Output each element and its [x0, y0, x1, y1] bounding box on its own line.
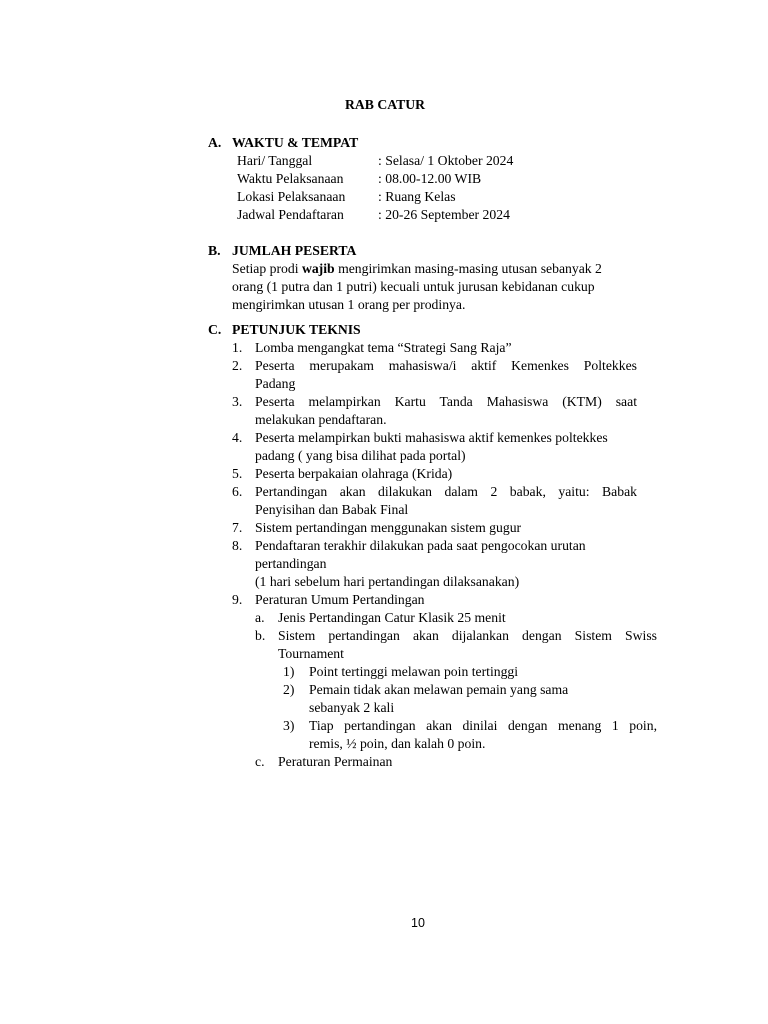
list-item-text: melakukan pendaftaran. [255, 412, 387, 427]
section-b-heading [208, 242, 356, 260]
info-label: Lokasi Pelaksanaan [237, 189, 346, 204]
section-c-title: PETUNJUK TEKNIS [232, 322, 361, 337]
list-item-text: pertandingan [255, 556, 327, 571]
list-item-text: Sistem pertandingan akan dijalankan dengan Sistem Swiss [278, 628, 657, 643]
list-item-text: Pertandingan akan dilakukan dalam 2 babak, yaitu: Babak [255, 484, 637, 499]
paragraph-line [232, 260, 660, 278]
list-number: 5. [232, 466, 243, 481]
section-b-title: JUMLAH PESERTA [232, 243, 357, 258]
paragraph-line: mengirimkan utusan 1 orang per prodinya. [232, 297, 466, 312]
list-item-text: Sistem pertandingan menggunakan sistem gugur [255, 520, 522, 535]
list-number: 1) [283, 664, 295, 679]
list-item [232, 537, 768, 591]
list-number: 9. [232, 592, 243, 607]
list-item [232, 357, 768, 393]
list-number: 7. [232, 520, 243, 535]
sub-list-item [255, 609, 768, 627]
info-row-jadwal [237, 206, 510, 224]
info-label: Waktu Pelaksanaan [237, 171, 344, 186]
section-a-title: WAKTU & TEMPAT [232, 135, 359, 150]
section-a-heading [208, 134, 358, 152]
list-number: b. [255, 628, 266, 643]
list-item [232, 429, 768, 465]
sub-list-item [255, 753, 768, 771]
info-row-waktu [237, 170, 481, 188]
section-b-paragraph [232, 260, 660, 314]
list-number: 2) [283, 682, 295, 697]
section-c-letter: C. [208, 322, 222, 337]
list-number: a. [255, 610, 265, 625]
list-item-text: Tiap pertandingan akan dinilai dengan menang 1 poin, [309, 718, 657, 733]
list-number: 4. [232, 430, 243, 445]
list-number: 2. [232, 358, 243, 373]
info-value: : 20-26 September 2024 [378, 207, 510, 222]
info-value: : Selasa/ 1 Oktober 2024 [378, 153, 514, 168]
list-item [232, 483, 768, 519]
list-item-text: Peserta melampirkan Kartu Tanda Mahasiswa (KTM) saat [255, 394, 637, 409]
list-item-text: padang ( yang bisa dilihat pada portal) [255, 448, 466, 463]
list-item [232, 465, 768, 483]
info-row-lokasi [237, 188, 456, 206]
info-value: : Ruang Kelas [378, 189, 456, 204]
list-item-text: Point tertinggi melawan poin tertinggi [309, 664, 519, 679]
info-label: Jadwal Pendaftaran [237, 207, 344, 222]
sub-sub-list-item [283, 717, 768, 753]
list-item-text: Jenis Pertandingan Catur Klasik 25 menit [278, 610, 506, 625]
list-item-text: (1 hari sebelum hari pertandingan dilaksanakan) [255, 574, 520, 589]
paragraph-text: Setiap prodi [232, 261, 302, 276]
list-number: c. [255, 754, 265, 769]
info-row-hari [237, 152, 513, 170]
list-item [232, 339, 768, 357]
list-item-text: Pemain tidak akan melawan pemain yang sama [309, 682, 569, 697]
list-item-text: Lomba mengangkat tema “Strategi Sang Raja” [255, 340, 512, 355]
list-number: 3) [283, 718, 295, 733]
paragraph-text: mengirimkan masing-masing utusan sebanyak 2 [334, 261, 602, 276]
list-item [232, 519, 768, 537]
list-item-text: Pendaftaran terakhir dilakukan pada saat pengocokan urutan [255, 538, 586, 553]
list-number: 8. [232, 538, 243, 553]
section-a-letter: A. [208, 135, 222, 150]
emphasis-text: wajib [301, 261, 335, 276]
sub-list-item [255, 627, 768, 663]
list-item-text: remis, ½ poin, dan kalah 0 poin. [309, 736, 486, 751]
list-number: 1. [232, 340, 243, 355]
list-item-text: Peraturan Permainan [278, 754, 393, 769]
list-item-text: Peraturan Umum Pertandingan [255, 592, 425, 607]
list-item-text: Penyisihan dan Babak Final [255, 502, 409, 517]
list-item-text: Peserta melampirkan bukti mahasiswa aktif kemenkes poltekkes [255, 430, 608, 445]
list-number: 3. [232, 394, 243, 409]
paragraph-line: orang (1 putra dan 1 putri) kecuali untuk jurusan kebidanan cukup [232, 279, 595, 294]
list-item [232, 591, 768, 609]
list-item-text: Tournament [278, 646, 344, 661]
list-item-text: Peserta merupakam mahasiswa/i aktif Kemenkes Poltekkes [255, 358, 637, 373]
list-number: 6. [232, 484, 243, 499]
info-value: : 08.00-12.00 WIB [378, 171, 482, 186]
section-c-heading [208, 321, 361, 339]
sub-sub-list-item [283, 681, 768, 717]
list-item-text: Peserta berpakaian olahraga (Krida) [255, 466, 453, 481]
page-number: 10 [411, 916, 425, 930]
info-label: Hari/ Tanggal [237, 153, 313, 168]
list-item [232, 393, 768, 429]
document-title: RAB CATUR [345, 97, 425, 112]
list-item-text: sebanyak 2 kali [309, 700, 395, 715]
list-item-text: Padang [255, 376, 296, 391]
section-b-letter: B. [208, 243, 221, 258]
sub-sub-list-item [283, 663, 768, 681]
